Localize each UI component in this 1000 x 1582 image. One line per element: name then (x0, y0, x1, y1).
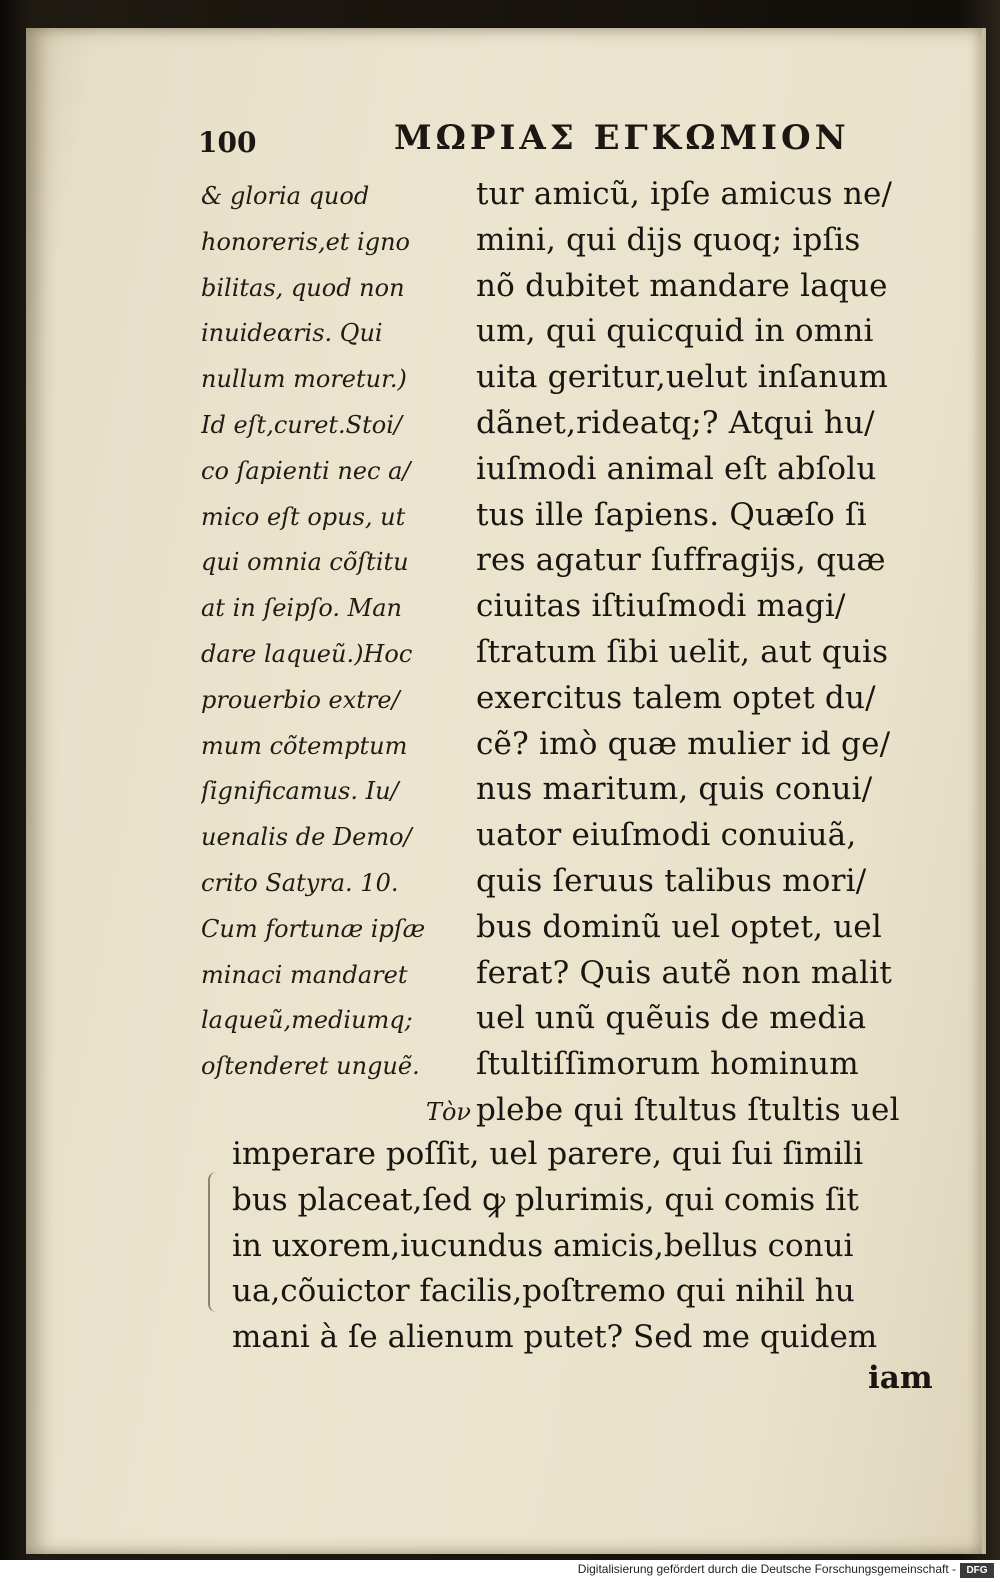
body-line: nõ dubitet mandare laque (476, 267, 888, 304)
full-line: bus placeat,ſed ꝙ plurimis, qui comis ſit (232, 1181, 859, 1218)
page-header (26, 118, 982, 178)
body-line: tur amicũ, ipſe amicus ne/ (476, 176, 893, 212)
marginal-line: mum cõtemptum (201, 731, 408, 760)
body-line: tus ille ſapiens. Quæſo ſi (476, 496, 867, 533)
body-line: plebe qui ſtultus ſtultis uel (476, 1091, 900, 1128)
body-line: ſtratum ſibi uelit, aut quis (476, 633, 889, 670)
body-line: iuſmodi animal eſt abſolu (476, 450, 877, 487)
body-line: uel unũ quẽuis de media (476, 1000, 867, 1037)
marginal-notes (201, 174, 471, 1136)
marginal-line: at in ſeipſo. Man (201, 594, 402, 623)
marginal-line: qui omnia cõſtitu (201, 548, 409, 577)
body-line: cẽ? imò quæ mulier id ge/ (476, 725, 891, 762)
body-text-column (476, 172, 966, 1134)
body-line: ciuitas iſtiuſmodi magi/ (476, 588, 846, 625)
body-line: nus maritum, quis conui/ (476, 771, 873, 808)
marginal-line: mico eſt opus, ut (201, 502, 406, 531)
body-line: quis ſeruus talibus mori/ (476, 862, 867, 899)
marginal-line: ſignificamus. Iu/ (201, 777, 399, 806)
marginal-line: co ſapienti nec a/ (201, 456, 411, 485)
marginal-line: inuideαris. Qui (201, 319, 383, 348)
marginal-line: crito Satyra. 10. (201, 868, 399, 897)
marginal-line: Id eſt,curet.Stoi/ (201, 410, 402, 439)
marginal-catchword: Τὸν (425, 1097, 471, 1126)
marginal-line: & gloria quod (201, 182, 370, 210)
full-line: imperare poſſit, uel parere, qui ſui ſimili (232, 1136, 864, 1172)
marginal-line: Cum fortunæ ipſæ (201, 914, 426, 943)
full-line: mani à ſe alienum putet? Sed me quidem (232, 1319, 878, 1356)
marginal-line: bilitas, quod non (201, 273, 405, 302)
body-line: mini, qui dijs quoq; ipſis (476, 221, 861, 258)
catchword: iam (868, 1360, 933, 1396)
dfg-logo-icon: DFG (960, 1563, 994, 1578)
full-line: ua,cõuictor facilis,poſtremo qui nihil hu (232, 1273, 855, 1310)
marginal-line: prouerbio extre/ (201, 685, 400, 714)
marginal-line: minaci mandaret (201, 960, 408, 989)
page-number: 100 (198, 126, 257, 159)
body-line: um, qui quicquid in omni (476, 313, 874, 350)
body-line: dãnet,rideatq;? Atqui hu/ (476, 404, 875, 441)
body-line: exercitus talem optet du/ (476, 679, 876, 716)
marginal-line: uenalis de Demo/ (201, 823, 412, 852)
footer-bar (0, 1560, 1000, 1582)
marginal-line: dare laqueũ.)Hoc (201, 639, 413, 668)
running-title: ΜΩΡΙΑΣ ΕΓΚΩΜΙΟΝ (394, 118, 850, 158)
pencil-bracket-mark (208, 1172, 220, 1312)
marginal-line: oſtenderet unguẽ. (201, 1052, 420, 1081)
body-line: res agatur ſuffragijs, quæ (476, 542, 886, 579)
marginal-line: honoreris,et igno (201, 227, 411, 256)
full-width-text (232, 1132, 952, 1361)
body-line: ferat? Quis autẽ non malit (476, 954, 893, 991)
marginal-line: nullum moretur.) (201, 365, 407, 394)
marginal-line: laqueũ,mediumq; (201, 1006, 413, 1035)
footer-credit: Digitalisierung gefördert durch die Deutsche Forschungsgemeinschaft - (577, 1562, 956, 1576)
body-line: uator eiuſmodi conuiuã, (476, 817, 857, 854)
body-line: uita geritur,uelut inſanum (476, 359, 889, 396)
body-line: bus dominũ uel optet, uel (476, 908, 882, 945)
body-line: ſtultiſſimorum hominum (476, 1046, 859, 1083)
book-page (26, 28, 982, 1554)
full-line: in uxorem,iucundus amicis,bellus conui (232, 1227, 854, 1264)
